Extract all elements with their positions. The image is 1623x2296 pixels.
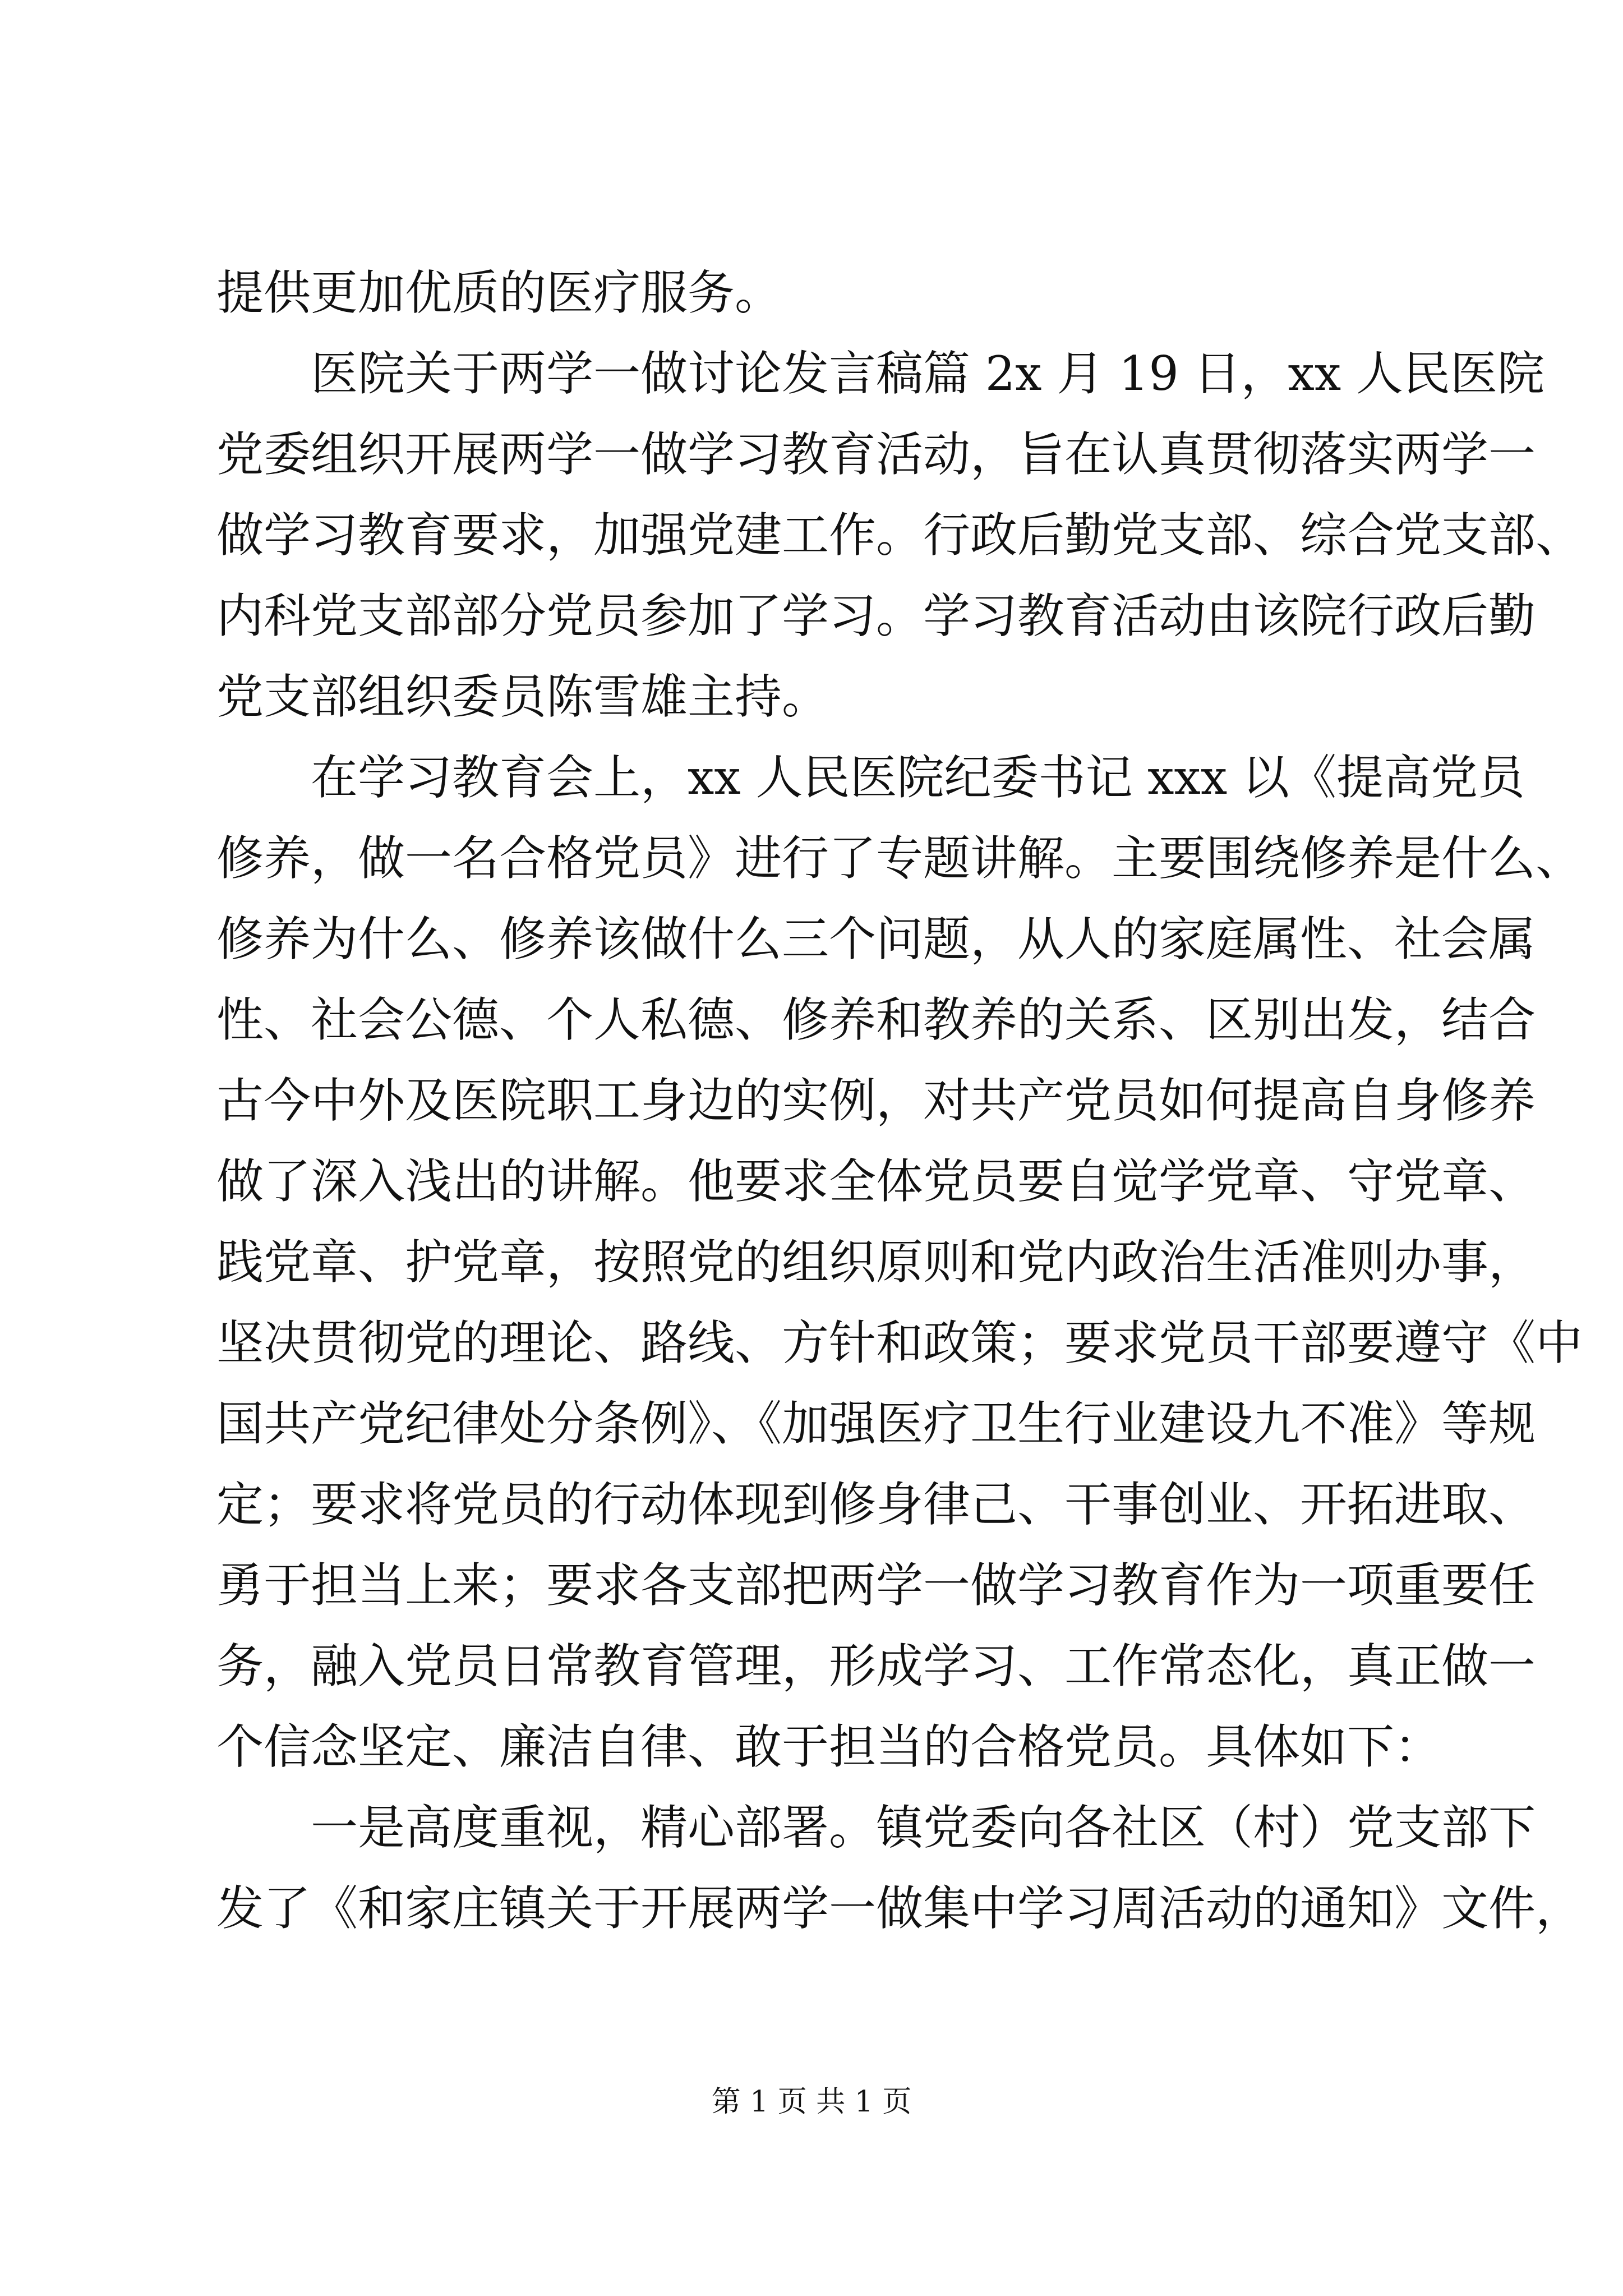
text-line: 内科党支部部分党员参加了学习。学习教育活动由该院行政后勤 <box>216 588 1536 643</box>
text-line: 修养为什么、修养该做什么三个问题，从人的家庭属性、社会属 <box>216 912 1536 967</box>
document-body <box>216 252 1583 1949</box>
page-footer <box>0 2082 1623 2122</box>
text-line: 提供更加优质的医疗服务。 <box>216 265 782 320</box>
text-line: 勇于担当上来；要求各支部把两学一做学习教育作为一项重要任 <box>216 1558 1536 1613</box>
text-line: 党支部组织委员陈雪雄主持。 <box>216 669 829 724</box>
text-line: 个信念坚定、廉洁自律、敢于担当的合格党员。具体如下： <box>216 1719 1442 1774</box>
text-line: 做了深入浅出的讲解。他要求全体党员要自觉学党章、守党章、 <box>216 1154 1536 1209</box>
text-line: 做学习教育要求，加强党建工作。行政后勤党支部、综合党支部、 <box>216 508 1583 563</box>
text-line: 坚决贯彻党的理论、路线、方针和政策；要求党员干部要遵守《中 <box>216 1315 1583 1370</box>
text-line: 性、社会公德、个人私德、修养和教养的关系、区别出发，结合 <box>216 992 1536 1047</box>
page-number-label: 第 1 页 共 1 页 <box>711 2085 912 2119</box>
text-line: 古今中外及医院职工身边的实例，对共产党员如何提高自身修养 <box>216 1073 1536 1128</box>
text-line: 医院关于两学一做讨论发言稿篇 2x 月 19 日，xx 人民医院 <box>311 346 1544 401</box>
text-line: 修养，做一名合格党员》进行了专题讲解。主要围绕修养是什么、 <box>216 831 1583 886</box>
text-line: 务，融入党员日常教育管理，形成学习、工作常态化，真正做一 <box>216 1639 1536 1694</box>
text-line: 国共产党纪律处分条例》、《加强医疗卫生行业建设九不准》等规 <box>216 1396 1536 1451</box>
text-line: 党委组织开展两学一做学习教育活动，旨在认真贯彻落实两学一 <box>216 427 1536 482</box>
text-line: 发了《和家庄镇关于开展两学一做集中学习周活动的通知》文件， <box>216 1881 1583 1936</box>
text-line: 践党章、护党章，按照党的组织原则和党内政治生活准则办事， <box>216 1235 1536 1290</box>
text-line: 一是高度重视，精心部署。镇党委向各社区（村）党支部下 <box>311 1800 1536 1855</box>
text-line: 定；要求将党员的行动体现到修身律己、干事创业、开拓进取、 <box>216 1477 1536 1532</box>
text-line: 在学习教育会上，xx 人民医院纪委书记 xxx 以《提高党员 <box>311 750 1525 805</box>
